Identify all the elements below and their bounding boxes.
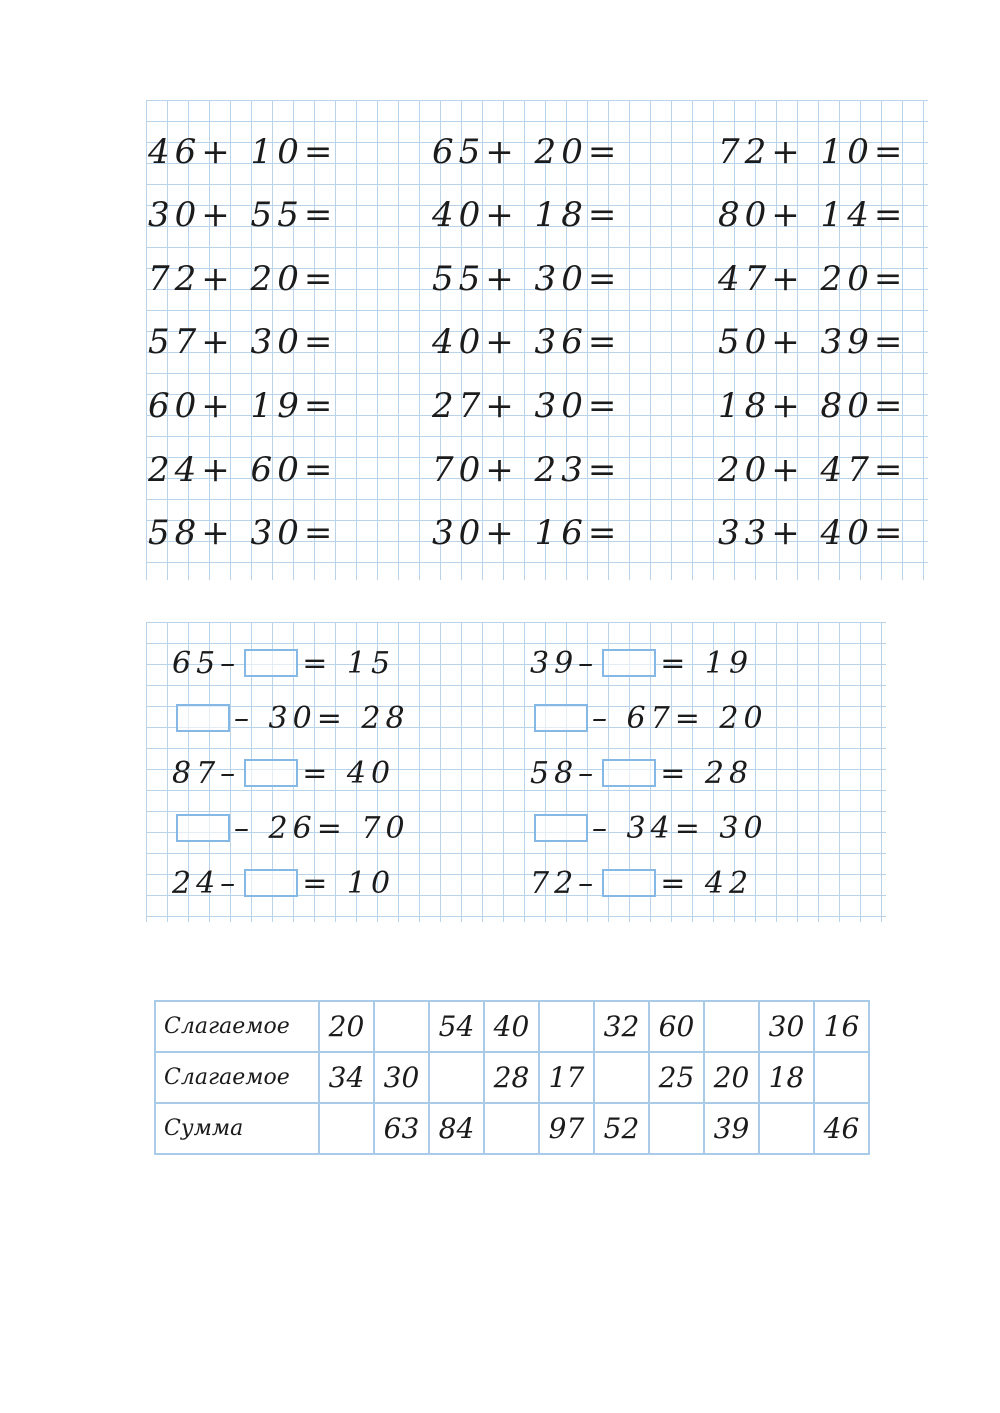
expression-start: 65– <box>172 645 241 681</box>
answer-box[interactable] <box>176 814 230 842</box>
missing-row <box>530 646 753 680</box>
equation: 30+ 55= <box>148 195 338 235</box>
expression-start: 24– <box>172 865 241 901</box>
table-cell[interactable] <box>429 1052 484 1103</box>
table-cell[interactable] <box>539 1001 594 1052</box>
table-cell[interactable]: 30 <box>759 1001 814 1052</box>
row-label: Слагаемое <box>155 1001 319 1052</box>
table-cell[interactable] <box>704 1001 759 1052</box>
expression-end: – 26= 70 <box>234 810 410 846</box>
table-cell[interactable]: 97 <box>539 1103 594 1154</box>
expression-end: = 10 <box>302 865 396 901</box>
table-cell[interactable]: 30 <box>374 1052 429 1103</box>
table-cell[interactable]: 84 <box>429 1103 484 1154</box>
answer-box[interactable] <box>176 704 230 732</box>
answer-box[interactable] <box>602 649 656 677</box>
expression-end: = 42 <box>660 865 754 901</box>
equation: 58+ 30= <box>148 513 338 553</box>
expression-end: = 28 <box>660 755 754 791</box>
equation: 40+ 36= <box>432 322 622 362</box>
table-row <box>155 1103 869 1154</box>
table-cell[interactable]: 46 <box>814 1103 869 1154</box>
expression-end: – 34= 30 <box>592 810 768 846</box>
answer-box[interactable] <box>602 759 656 787</box>
table-cell[interactable] <box>319 1103 374 1154</box>
table-cell[interactable]: 32 <box>594 1001 649 1052</box>
missing-row <box>172 756 395 790</box>
answer-box[interactable] <box>244 869 298 897</box>
table-cell[interactable] <box>759 1103 814 1154</box>
equation: 47+ 20= <box>718 259 908 299</box>
table-cell[interactable] <box>814 1052 869 1103</box>
equation: 50+ 39= <box>718 322 908 362</box>
equation: 60+ 19= <box>148 386 338 426</box>
expression-end: = 15 <box>302 645 396 681</box>
equation: 72+ 10= <box>718 132 908 172</box>
equation: 20+ 47= <box>718 450 908 490</box>
table-cell[interactable]: 34 <box>319 1052 374 1103</box>
answer-box[interactable] <box>244 649 298 677</box>
equation: 55+ 30= <box>432 259 622 299</box>
table-cell[interactable]: 16 <box>814 1001 869 1052</box>
row-label: Сумма <box>155 1103 319 1154</box>
missing-row <box>172 646 395 680</box>
answer-box[interactable] <box>602 869 656 897</box>
table-cell[interactable]: 40 <box>484 1001 539 1052</box>
table-cell[interactable] <box>594 1052 649 1103</box>
missing-row <box>530 756 753 790</box>
equation: 18+ 80= <box>718 386 908 426</box>
answer-box[interactable] <box>534 704 588 732</box>
equation: 72+ 20= <box>148 259 338 299</box>
table-cell[interactable] <box>649 1103 704 1154</box>
table-cell[interactable]: 28 <box>484 1052 539 1103</box>
equation: 33+ 40= <box>718 513 908 553</box>
table-cell[interactable] <box>374 1001 429 1052</box>
table-cell[interactable]: 54 <box>429 1001 484 1052</box>
expression-start: 72– <box>530 865 599 901</box>
missing-row <box>530 701 768 735</box>
expression-start: 58– <box>530 755 599 791</box>
equation: 40+ 18= <box>432 195 622 235</box>
equation: 57+ 30= <box>148 322 338 362</box>
equation: 80+ 14= <box>718 195 908 235</box>
table-cell[interactable] <box>484 1103 539 1154</box>
expression-end: = 19 <box>660 645 754 681</box>
table-cell[interactable]: 25 <box>649 1052 704 1103</box>
equation: 27+ 30= <box>432 386 622 426</box>
equation: 46+ 10= <box>148 132 338 172</box>
table-row <box>155 1001 869 1052</box>
answer-box[interactable] <box>534 814 588 842</box>
table-cell[interactable]: 52 <box>594 1103 649 1154</box>
missing-row <box>172 811 410 845</box>
equation: 65+ 20= <box>432 132 622 172</box>
equation: 30+ 16= <box>432 513 622 553</box>
table-cell[interactable]: 20 <box>319 1001 374 1052</box>
equation: 24+ 60= <box>148 450 338 490</box>
answer-box[interactable] <box>244 759 298 787</box>
expression-start: 87– <box>172 755 241 791</box>
table-cell[interactable]: 60 <box>649 1001 704 1052</box>
missing-row <box>172 701 410 735</box>
table-cell[interactable]: 20 <box>704 1052 759 1103</box>
missing-row <box>172 866 395 900</box>
missing-row <box>530 811 768 845</box>
table-cell[interactable]: 39 <box>704 1103 759 1154</box>
addend-sum-table <box>154 1000 870 1155</box>
missing-row <box>530 866 753 900</box>
expression-end: – 30= 28 <box>234 700 410 736</box>
equation: 70+ 23= <box>432 450 622 490</box>
table-cell[interactable]: 18 <box>759 1052 814 1103</box>
table-cell[interactable]: 63 <box>374 1103 429 1154</box>
expression-end: = 40 <box>302 755 396 791</box>
table-cell[interactable]: 17 <box>539 1052 594 1103</box>
expression-start: 39– <box>530 645 599 681</box>
row-label: Слагаемое <box>155 1052 319 1103</box>
table-row <box>155 1052 869 1103</box>
expression-end: – 67= 20 <box>592 700 768 736</box>
